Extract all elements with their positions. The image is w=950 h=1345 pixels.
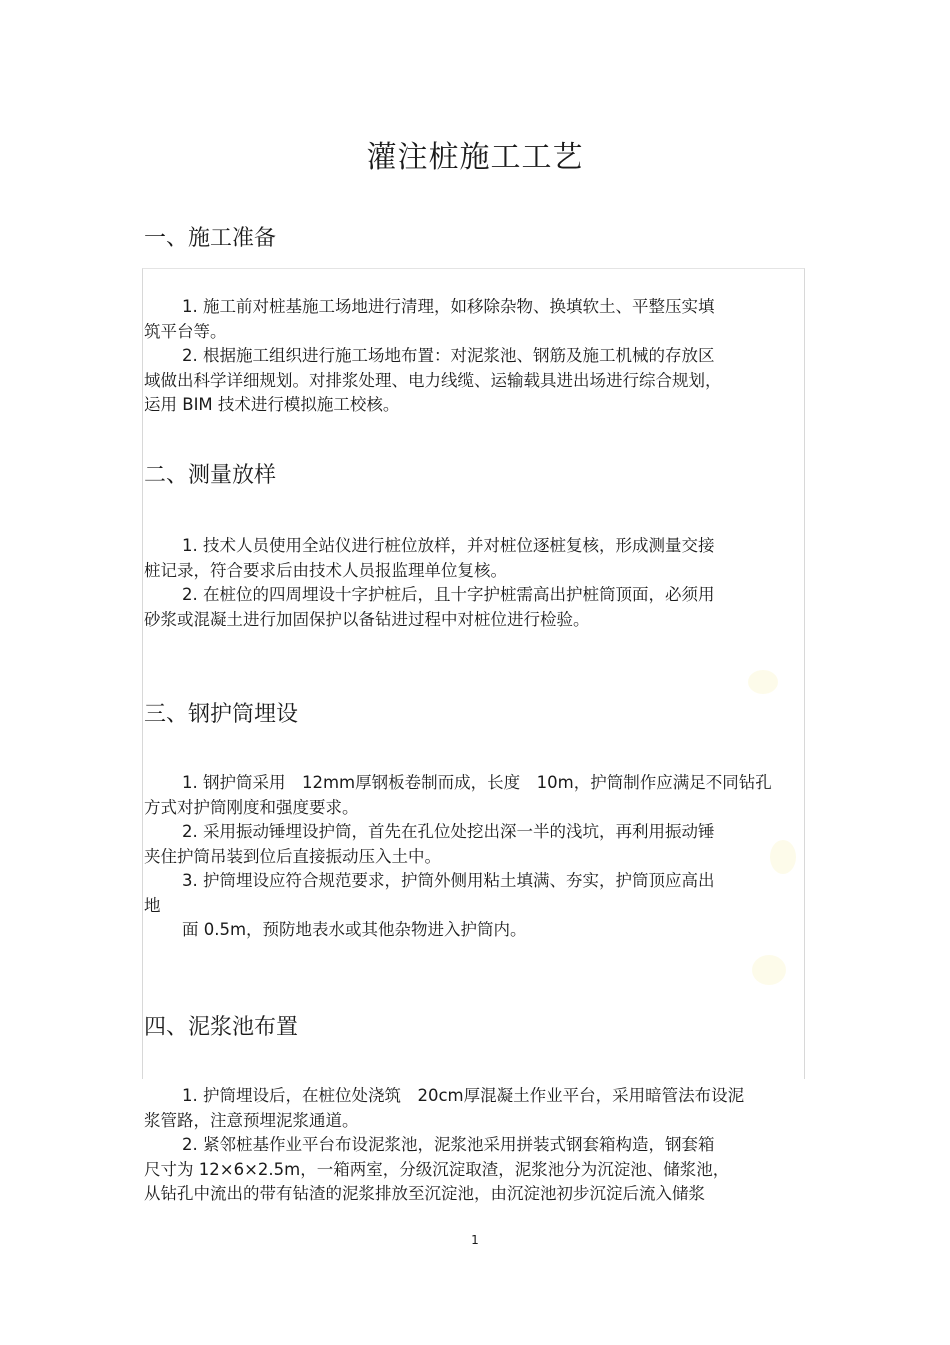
- body-line: 从钻孔中流出的带有钻渣的泥浆排放至沉淀池，由沉淀池初步沉淀后流入储浆: [144, 1184, 705, 1203]
- body-line: 2. 紧邻桩基作业平台布设泥浆池，泥浆池采用拼装式钢套箱构造，钢套箱: [182, 1135, 715, 1154]
- body-line: 1. 护筒埋设后，在桩位处浇筑 20cm厚混凝土作业平台，采用暗管法布设泥: [182, 1086, 745, 1105]
- paper-stain: [748, 670, 778, 694]
- body-line: 方式对护筒刚度和强度要求。: [144, 797, 359, 817]
- section-heading: 二、测量放样: [144, 463, 277, 488]
- section-heading: 三、钢护筒埋设: [144, 702, 299, 727]
- body-line: 2. 在桩位的四周埋设十字护桩后，且十字护桩需高出护桩筒顶面，必须用: [182, 585, 715, 604]
- body-line: 域做出科学详细规划。对排浆处理、电力线缆、运输载具进出场进行综合规划，: [144, 370, 722, 390]
- section-body: [144, 295, 722, 418]
- section-body: [144, 771, 772, 943]
- paper-stain: [770, 840, 796, 874]
- document-title: 灌注桩施工工艺: [366, 140, 584, 175]
- page-number: 1: [471, 1233, 479, 1247]
- body-line: 2. 根据施工组织进行施工场地布置：对泥浆池、钢筋及施工机械的存放区: [182, 346, 715, 365]
- body-line: 地: [144, 895, 161, 915]
- section-body: [144, 534, 715, 632]
- body-line: 浆管路，注意预埋泥浆通道。: [144, 1110, 359, 1130]
- body-line: 夹住护筒吊装到位后直接振动压入土中。: [144, 846, 441, 866]
- body-line: 1. 施工前对桩基施工场地进行清理，如移除杂物、换填软土、平整压实填: [182, 297, 715, 316]
- section-heading: 一、施工准备: [144, 226, 277, 251]
- body-line: 砂浆或混凝土进行加固保护以备钻进过程中对桩位进行检验。: [144, 609, 590, 629]
- body-line: 1. 技术人员使用全站仪进行桩位放样，并对桩位逐桩复核，形成测量交接: [182, 536, 715, 555]
- body-line: 运用 BIM 技术进行模拟施工校核。: [144, 395, 400, 414]
- body-line: 1. 钢护筒采用 12mm厚钢板卷制而成，长度 10m，护筒制作应满足不同钻孔: [182, 773, 772, 792]
- body-line: 2. 采用振动锤埋设护筒，首先在孔位处挖出深一半的浅坑，再利用振动锤: [182, 822, 715, 841]
- body-line: 3. 护筒埋设应符合规范要求，护筒外侧用粘土填满、夯实，护筒顶应高出: [182, 871, 715, 890]
- body-line: 面 0.5m，预防地表水或其他杂物进入护筒内。: [182, 920, 527, 939]
- paper-stain: [752, 955, 786, 985]
- body-line: 桩记录，符合要求后由技术人员报监理单位复核。: [144, 560, 507, 580]
- body-line: 筑平台等。: [144, 321, 227, 341]
- section-heading: 四、泥浆池布置: [144, 1015, 299, 1040]
- section-body: [144, 1084, 744, 1207]
- body-line: 尺寸为 12×6×2.5m，一箱两室，分级沉淀取渣，泥浆池分为沉淀池、储浆池，: [144, 1159, 730, 1179]
